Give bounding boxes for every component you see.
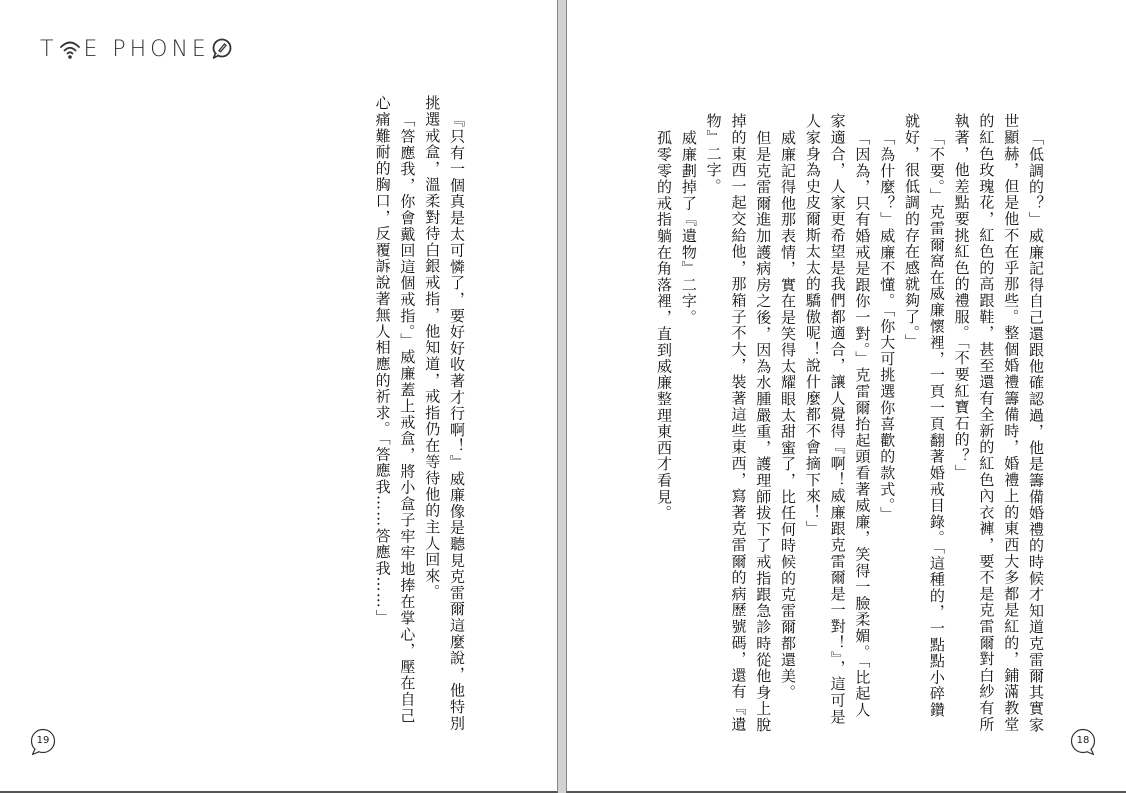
logo-letter-t: T — [40, 36, 58, 62]
paragraph: 「不要。」克雷爾窩在威廉懷裡，一頁一頁翻著婚戒目錄。「這種的，一點點小碎鑽就好，很低調的存在感就夠了。」 — [903, 113, 946, 718]
left-page-body-text — [366, 95, 469, 735]
speech-bubble-icon — [211, 38, 233, 60]
page-number: 19 — [36, 735, 50, 746]
paragraph: 威廉記得他那表情，實在是笑得太耀眼太甜蜜了，比任何時候的克雷爾都還美。 — [779, 129, 798, 700]
paragraph: 「答應我，你會戴回這個戒指。」威廉蓋上戒盒，將小盒子牢牢地捧在掌心，壓在自己心痛難耐的胸口，反覆訴說著無人相應的祈求。「答應我……答應我……」 — [373, 95, 417, 724]
paragraph: 「低調的？」威廉記得自己還跟他確認過，他是籌備婚禮的時候才知道克雷爾其實家世顯赫，但是他不在乎那些。整個婚禮籌備時，婚禮上的東西大多都是紅的，鋪滿教堂的紅色玫瑰花，紅色的高跟鞋，甚至還有全新的紅色內衣褲，要不是克雷爾對白紗有所執著，他差點要挑紅色的禮服。「不要紅寶石的？」 — [952, 113, 1045, 733]
left-page — [0, 0, 558, 793]
paragraph: 「因為，只有婚戒是跟你一對。」克雷爾抬起頭看著威廉，笑得一臉柔媚。「比起人家適合，人家更希望是我們都適合，讓人覺得『啊！威廉跟克雷爾是一對！』，這可是人家身為史皮爾斯太太的驕傲呢！說什麼都不會摘下來！」 — [803, 113, 872, 725]
paragraph: 孤零零的戒指躺在角落裡，直到威廉整理東西才看見。 — [655, 129, 674, 521]
logo-text: E PHONE — [83, 36, 210, 62]
paragraph: 但是克雷爾進加護病房之後，因為水腫嚴重，護理師拔下了戒指跟急診時從他身上脫掉的東西一起交給他，那箱子不大，裝著這些東西，寫著克雷爾的病歷號碼，還有『遺物』二字。 — [704, 113, 773, 733]
paragraph: 威廉劃掉了『遺物』二字。 — [679, 129, 698, 326]
paragraph: 『只有一個真是太可憐了，要好好收著才行啊！』威廉像是聽見克雷爾這麼說，他特別挑選戒盒，溫柔對待白銀戒指，他知道，戒指仍在等待他的主人回來。 — [423, 95, 466, 731]
page-number: 18 — [1076, 735, 1090, 746]
paragraph: 「為什麼？」威廉不懂。「你大可挑選你喜歡的款式。」 — [878, 129, 897, 522]
book-spine-gutter — [558, 0, 566, 793]
page-number-right — [1069, 728, 1097, 756]
wifi-icon — [59, 38, 81, 60]
page-number-left — [29, 728, 57, 756]
book-logo — [40, 34, 233, 64]
right-page-body-text — [651, 113, 1048, 733]
right-page — [566, 0, 1126, 793]
